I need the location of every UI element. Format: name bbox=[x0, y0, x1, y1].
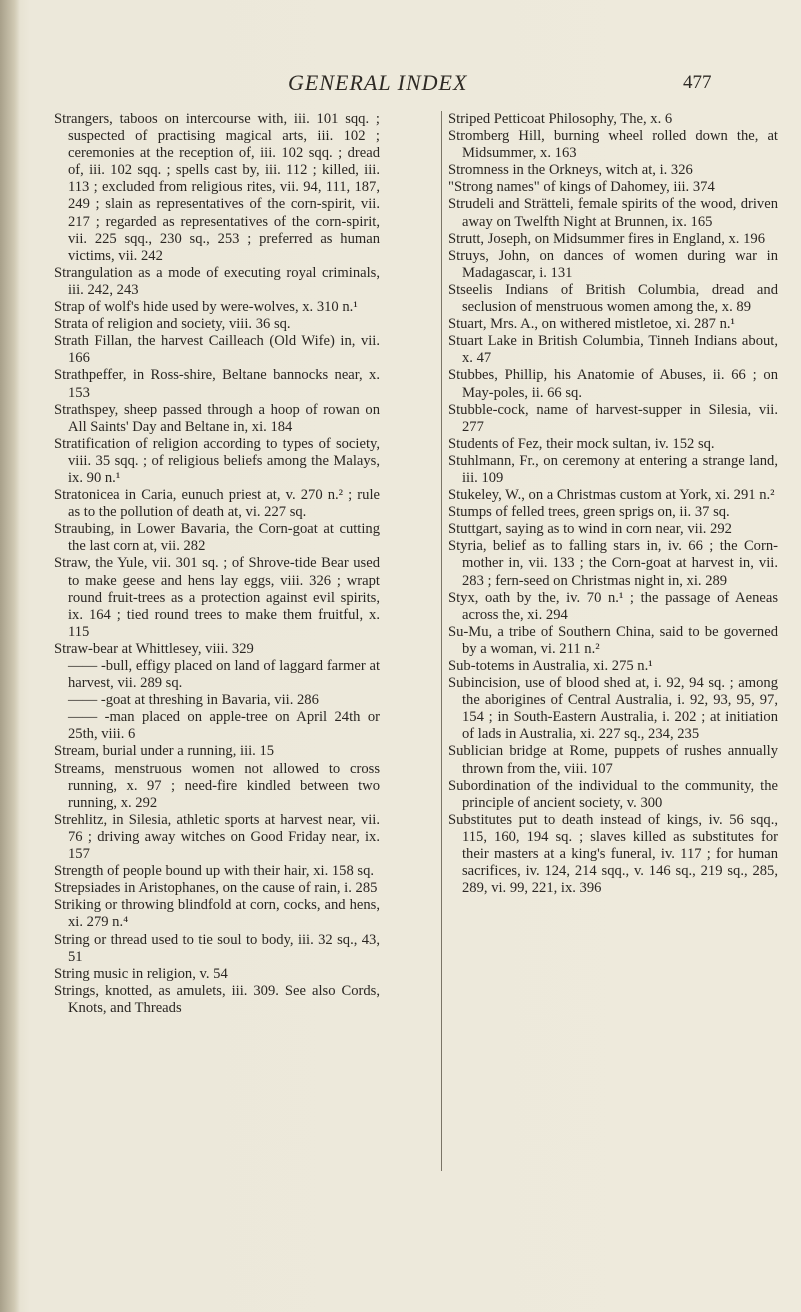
index-entry: Strath Fillan, the harvest Cailleach (Old Wife) in, vii. 166 bbox=[54, 333, 380, 367]
index-entry: Subordination of the individual to the community, the principle of ancient society, v. 300 bbox=[448, 777, 778, 811]
index-entry: Straw, the Yule, vii. 301 sq. ; of Shrove-tide Bear used to make geese and hens lay eggs, viii. 326 ; wrapt round fruit-trees as a protection against evil spirits, ix. 164 ; tied round trees to make them fruitful, x. 115 bbox=[54, 555, 380, 640]
column-divider bbox=[441, 111, 442, 1171]
index-entry: Stratification of religion according to types of society, viii. 35 sqq. ; of religious beliefs among the Malays, ix. 90 n.¹ bbox=[54, 435, 380, 486]
index-entry: String or thread used to tie soul to body, iii. 32 sq., 43, 51 bbox=[54, 931, 380, 965]
index-entry: Striped Petticoat Philosophy, The, x. 6 bbox=[448, 111, 673, 127]
running-head: GENERAL INDEX bbox=[288, 70, 468, 95]
index-entry: Strata of religion and society, viii. 36 sq. bbox=[54, 316, 291, 333]
index-entry: Stubbes, Phillip, his Anatomie of Abuses, ii. 66 ; on May-poles, ii. 66 sq. bbox=[448, 367, 778, 401]
index-entry: "Strong names" of kings of Dahomey, iii. 374 bbox=[448, 179, 715, 196]
index-entry: Struys, John, on dances of women during war in Madagascar, i. 131 bbox=[448, 247, 778, 281]
index-entry: Stuart, Mrs. A., on withered mistletoe, xi. 287 n.¹ bbox=[448, 316, 735, 333]
index-entry: Straw-bear at Whittlesey, viii. 329 bbox=[54, 640, 254, 657]
index-entry: Stukeley, W., on a Christmas custom at York, xi. 291 n.² bbox=[448, 487, 775, 504]
index-entry: Strepsiades in Aristophanes, on the cause of rain, i. 285 bbox=[54, 880, 378, 897]
index-entry: Styx, oath by the, iv. 70 n.¹ ; the passage of Aeneas across the, xi. 294 bbox=[448, 589, 778, 623]
index-entry: String music in religion, v. 54 bbox=[54, 965, 228, 982]
index-entry: Stumps of felled trees, green sprigs on, ii. 37 sq. bbox=[448, 504, 730, 521]
index-column-right bbox=[448, 111, 778, 897]
index-entry: Sublician bridge at Rome, puppets of rushes annually thrown from the, viii. 107 bbox=[448, 743, 778, 777]
index-entry: Strathpeffer, in Ross-shire, Beltane bannocks near, x. 153 bbox=[54, 367, 380, 401]
index-entry: Stream, burial under a running, iii. 15 bbox=[54, 743, 275, 760]
book-spine-shadow bbox=[0, 0, 20, 1312]
index-entry: Stubble-cock, name of harvest-supper in Silesia, vii. 277 bbox=[448, 401, 778, 435]
index-entry: Styria, belief as to falling stars in, iv. 66 ; the Corn-mother in, vii. 133 ; the Corn-goat at harvest in, vii. 283 ; fern-seed on Christmas night in, xi. 289 bbox=[448, 538, 778, 589]
index-entry: Strap of wolf's hide used by were-wolves, x. 310 n.¹ bbox=[54, 299, 358, 316]
index-subentry: —— -man placed on apple-tree on April 24th or 25th, viii. 6 bbox=[68, 709, 380, 743]
index-entry: Stuhlmann, Fr., on ceremony at entering a strange land, iii. 109 bbox=[448, 452, 778, 486]
index-entry: Stromberg Hill, burning wheel rolled down the, at Midsummer, x. 163 bbox=[448, 128, 778, 162]
index-entry: Substitutes put to death instead of kings, iv. 56 sqq., 115, 160, 194 sq. ; slaves killed as substitutes for their masters at a king's funeral, iv. 117 ; for human sacrifices, iv. 124, 214 sqq., v. 146 sq., 219 sq., 285, 289, vi. 99, 221, ix. 396 bbox=[448, 811, 778, 897]
index-entry: Stromness in the Orkneys, witch at, i. 326 bbox=[448, 162, 693, 179]
index-subentry: —— -bull, effigy placed on land of laggard farmer at harvest, vii. 289 sq. bbox=[68, 658, 380, 692]
index-entry: Strangers, taboos on intercourse with, iii. 101 sqq. ; suspected of practising magical arts, iii. 102 ; ceremonies at the reception of, iii. 102 sqq. ; dread of, iii. 102 sqq. ; spells cast by, iii. 112 ; killed, iii. 113 ; excluded from religious rites, vii. 94, 111, 187, 249 ; slain as representatives of the corn-spirit, vii. 217 ; regarded as representatives of the corn-spirit, vii. 225 sqq., 230 sq., 253 ; preferred as human victims, vii. 242 bbox=[54, 111, 380, 264]
index-entry: Strehlitz, in Silesia, athletic sports at harvest near, vii. 76 ; driving away witches on Good Friday near, ix. 157 bbox=[54, 811, 380, 863]
index-entry: Su-Mu, a tribe of Southern China, said to be governed by a woman, vi. 211 n.² bbox=[448, 623, 778, 657]
index-entry: Strength of people bound up with their hair, xi. 158 sq. bbox=[54, 863, 375, 880]
index-entry: Strangulation as a mode of executing royal criminals, iii. 242, 243 bbox=[54, 264, 380, 298]
index-entry: Strings, knotted, as amulets, iii. 309. See also Cords, Knots, and Threads bbox=[54, 982, 380, 1016]
index-entry: Strathspey, sheep passed through a hoop of rowan on All Saints' Day and Beltane in, xi. 184 bbox=[54, 401, 380, 435]
index-entry: Stuart Lake in British Columbia, Tinneh Indians about, x. 47 bbox=[448, 333, 778, 367]
index-entry: Strudeli and Strätteli, female spirits of the wood, driven away on Twelfth Night at Brunnen, ix. 165 bbox=[448, 196, 778, 230]
index-entry: Straubing, in Lower Bavaria, the Corn-goat at cutting the last corn at, vii. 282 bbox=[54, 521, 380, 555]
index-column-left bbox=[54, 111, 380, 1017]
index-entry: Stuttgart, saying as to wind in corn near, vii. 292 bbox=[448, 521, 732, 538]
index-entry: Sub-totems in Australia, xi. 275 n.¹ bbox=[448, 658, 653, 674]
index-entry: Stratonicea in Caria, eunuch priest at, v. 270 n.² ; rule as to the pollution of death at, vi. 227 sq. bbox=[54, 487, 380, 521]
index-entry: Stseelis Indians of British Columbia, dread and seclusion of menstruous women among the, x. 89 bbox=[448, 281, 778, 316]
index-entry: Streams, menstruous women not allowed to cross running, x. 97 ; need-fire kindled between two running, x. 292 bbox=[54, 760, 380, 811]
index-entry: Striking or throwing blindfold at corn, cocks, and hens, xi. 279 n.⁴ bbox=[54, 897, 380, 931]
index-entry: Students of Fez, their mock sultan, iv. 152 sq. bbox=[448, 435, 715, 452]
index-entry: Subincision, use of blood shed at, i. 92, 94 sq. ; among the aborigines of Central Australia, i. 92, 93, 95, 97, 154 ; in South-Eastern Australia, i. 202 ; at initiation of lads in Australia, xi. 227 sq., 234, 235 bbox=[448, 675, 778, 743]
page-number: 477 bbox=[683, 72, 712, 93]
index-subentry: —— -goat at threshing in Bavaria, vii. 286 bbox=[68, 692, 319, 709]
index-entry: Strutt, Joseph, on Midsummer fires in England, x. 196 bbox=[448, 230, 765, 247]
